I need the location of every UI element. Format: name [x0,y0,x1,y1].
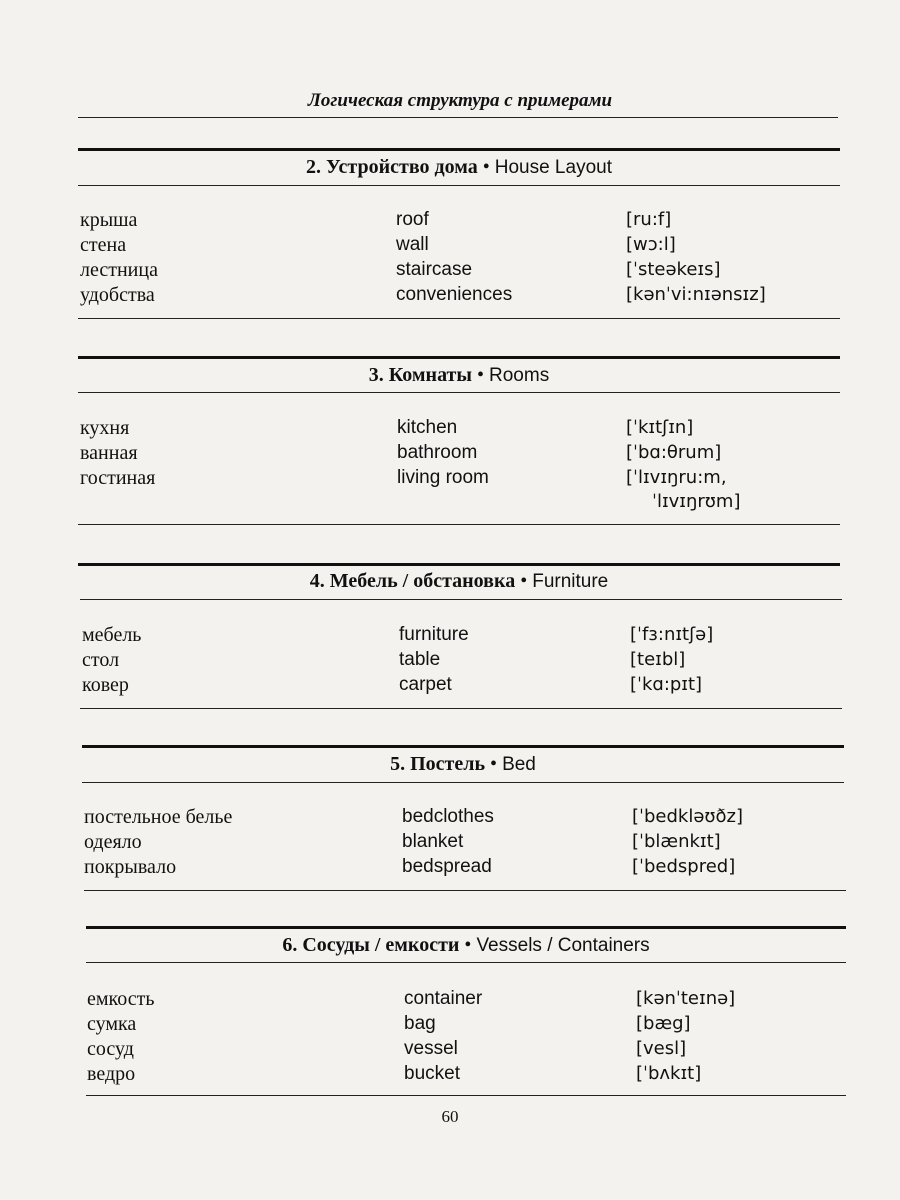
transcription: [ˈbedkləʊðz] [632,806,743,827]
word-en: wall [396,234,429,255]
section-title-vessels-containers [86,934,846,957]
section-bottom-rule [78,524,840,525]
word-ru: покрывало [84,856,177,878]
section-bottom-rule [80,708,842,709]
transcription: [ˈsteəkeɪs] [626,259,721,280]
transcription: [ˈfɜ:nɪtʃə] [630,624,714,645]
transcription-continued: ˈlɪvɪŋrʊm] [652,491,741,512]
section-title-en: Rooms [489,365,550,386]
transcription: [wɔ:l] [626,234,676,255]
word-en: bathroom [397,442,478,463]
transcription: [vesl] [636,1038,687,1059]
section-title-rooms [78,364,840,387]
word-ru: кухня [80,417,130,439]
transcription: [ˈbʌkɪt] [636,1063,702,1084]
section-title-rule [78,185,840,186]
section-title-en: House Layout [494,157,612,178]
word-en: bedclothes [402,806,494,827]
section-top-rule [78,148,840,151]
word-ru: стол [82,649,120,671]
word-en: carpet [399,674,452,695]
word-ru: сосуд [87,1038,134,1060]
section-title-bed [82,753,844,776]
transcription: [ˈkɪtʃɪn] [626,417,694,438]
transcription: [ˈbedspred] [632,856,736,877]
section-title-house-layout [78,156,840,179]
word-en: bedspread [402,856,492,877]
section-bottom-rule [84,890,846,891]
transcription: [kənˈteɪnə] [636,988,736,1009]
section-bottom-rule [86,1095,846,1096]
word-ru: крыша [80,209,138,231]
word-ru: постельное белье [84,806,233,828]
word-ru: стена [80,234,127,256]
word-en: blanket [402,831,464,852]
transcription: [ˈbɑ:θrum] [626,442,722,463]
transcription: [ˈkɑ:pɪt] [630,674,703,695]
word-en: staircase [396,259,473,280]
bullet: • [482,156,490,178]
section-title-en: Vessels / Containers [476,935,650,956]
transcription: [bæg] [636,1013,691,1034]
transcription: [kənˈvi:nɪənsɪz] [626,284,766,305]
word-ru: ведро [87,1063,136,1085]
transcription: [teɪbl] [630,649,686,670]
word-en: conveniences [396,284,513,305]
word-ru: емкость [87,988,155,1010]
section-title-ru: 4. Мебель / обстановка [309,570,516,592]
section-title-ru: 3. Комнаты [368,364,472,386]
transcription: [ˈlɪvɪŋru:m, [626,467,727,488]
section-top-rule [78,356,840,359]
transcription: [ˈblænkɪt] [632,831,721,852]
bullet: • [490,753,498,775]
word-en: bucket [404,1063,460,1084]
word-ru: сумка [87,1013,137,1035]
section-title-en: Bed [502,754,536,775]
word-ru: удобства [80,284,155,306]
section-top-rule [78,563,840,566]
word-en: furniture [399,624,469,645]
word-en: living room [397,467,489,488]
section-title-rule [82,782,844,783]
word-ru: гостиная [80,467,156,489]
header-rule [78,117,838,118]
bullet: • [477,364,485,386]
bullet: • [464,934,472,956]
section-top-rule [82,745,844,748]
word-en: kitchen [397,417,458,438]
section-title-ru: 6. Сосуды / емкости [282,934,460,956]
word-ru: одеяло [84,831,142,853]
word-ru: лестница [80,259,158,281]
word-en: bag [404,1013,436,1034]
word-en: container [404,988,483,1009]
bullet: • [520,570,528,592]
section-bottom-rule [78,318,840,319]
word-en: vessel [404,1038,458,1059]
section-title-ru: 2. Устройство дома [306,156,478,178]
word-ru: мебель [82,624,142,646]
section-title-furniture [78,570,840,593]
word-ru: ковер [82,674,129,696]
page-number: 60 [441,1107,459,1126]
section-title-rule [78,392,840,393]
section-title-rule [80,599,842,600]
section-title-en: Furniture [532,571,609,592]
word-en: table [399,649,441,670]
section-top-rule [86,926,846,929]
transcription: [ru:f] [626,209,672,230]
section-title-ru: 5. Постель [390,753,486,775]
word-en: roof [396,209,429,230]
running-head: Логическая структура с примерами [307,90,613,111]
word-ru: ванная [80,442,138,464]
section-title-rule [86,962,846,963]
